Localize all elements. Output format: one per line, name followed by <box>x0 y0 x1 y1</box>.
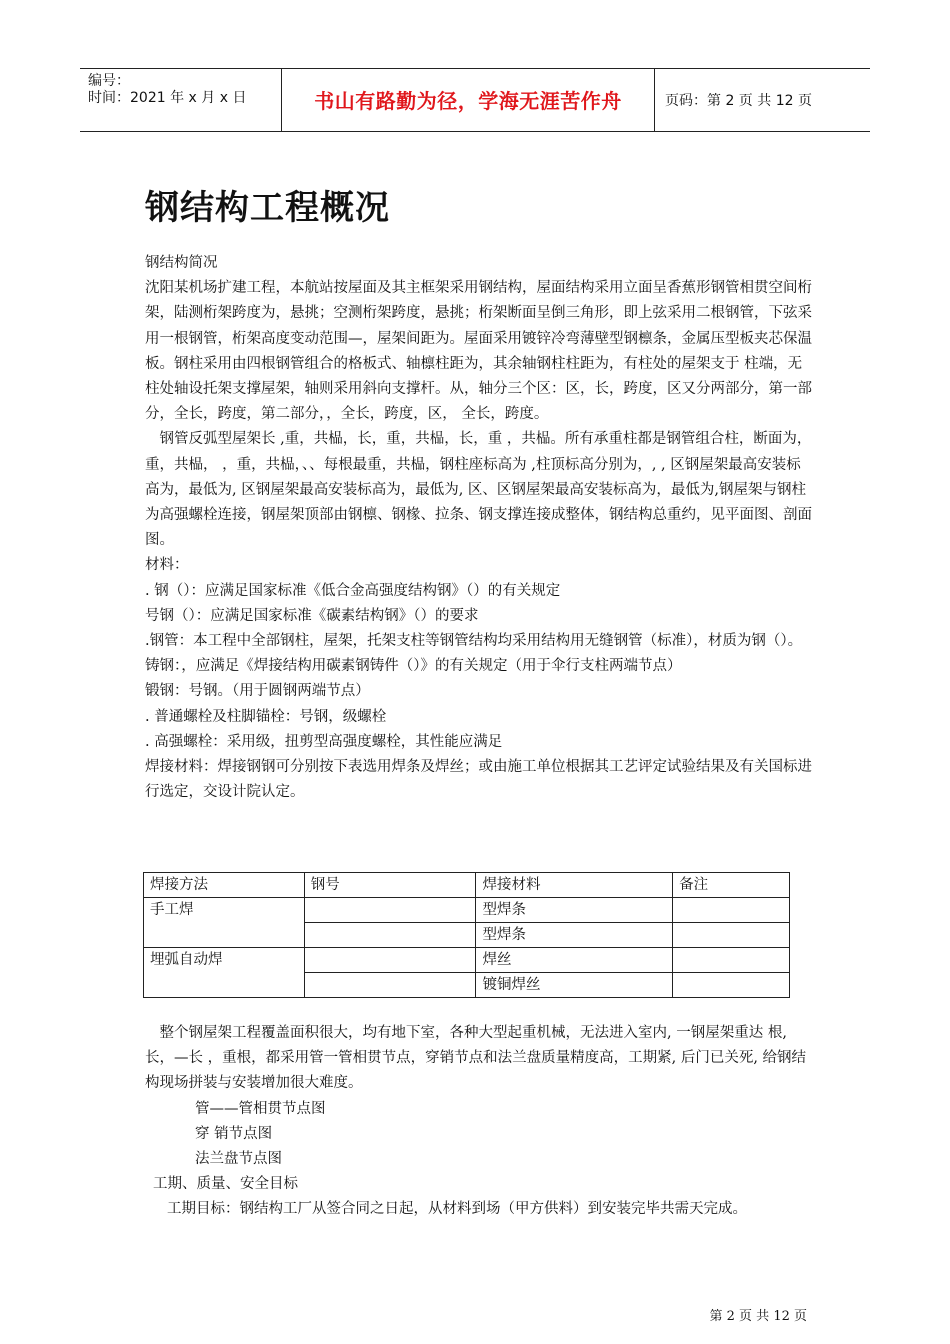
table-cell <box>304 948 476 973</box>
paragraph: 钢管反弧型屋架长 ,重，共榀，长，重，共榀，长，重 ，共榀。所有承重柱都是钢管组合柱，断面为，重，共榀， ，重，共榀，、、每根最重，共榀，钢柱座标高为 ,柱顶标高分别为，, , 区钢屋架最高安装标高为，最低为, 区钢屋架最高安装标高为，最低为, 区、区钢屋架最高安装标高为，最低为,钢屋架与钢柱为高强螺栓连接，钢屋架顶部由钢檩、钢椽、拉条、钢支撑连接成整体，钢结构总重约，见平面图、剖面图。 <box>145 431 812 549</box>
header-divider <box>654 69 655 131</box>
material-item: . 钢（）：应满足国家标准《低合金高强度结构钢》（）的有关规定 <box>145 582 561 599</box>
material-item: 焊接材料：焊接钢钢可分别按下表选用焊条及焊丝；或由施工单位根据其工艺评定试验结果及有关国标进行选定，交设计院认定。 <box>145 759 812 801</box>
material-item: 铸钢：，应满足《焊接结构用碳素钢铸件（）》的有关规定（用于伞行支柱两端节点） <box>145 658 682 675</box>
table-header-cell: 备注 <box>673 873 790 898</box>
document-body <box>145 251 815 805</box>
table-cell-material: 镀铜焊丝 <box>476 973 673 998</box>
table-cell <box>673 923 790 948</box>
section-heading: 钢结构简况 <box>145 255 218 271</box>
table-cell <box>304 973 476 998</box>
table-cell-material: 型焊条 <box>476 923 673 948</box>
page-footer: 第 2 页 共 12 页 <box>709 1309 807 1324</box>
materials-heading: 材料： <box>145 557 189 574</box>
table-cell <box>304 923 476 948</box>
paragraph: 工期目标：钢结构工厂从签合同之日起，从材料到场（甲方供料）到安装完毕共需天完成。 <box>167 1201 747 1218</box>
table-cell-material: 型焊条 <box>476 898 673 923</box>
paragraph: 整个钢屋架工程覆盖面积很大，均有地下室，各种大型起重机械，无法进入室内, 一钢屋架重达 根, 长，—长 ，重根，都采用管一管相贯节点，穿销节点和法兰盘质量精度高，工期紧, 后门已关死, 给钢结构现场拼装与安装增加很大难度。 <box>145 1025 807 1092</box>
header-page-number: 页码：第 2 页 共 12 页 <box>665 93 812 109</box>
table-header-cell: 焊接方法 <box>144 873 305 898</box>
table-cell-method: 手工焊 <box>144 898 305 948</box>
figure-reference: 法兰盘节点图 <box>195 1151 282 1168</box>
document-body-continued <box>145 1021 815 1223</box>
header-meta <box>88 73 283 107</box>
figure-reference: 管——管相贯节点图 <box>195 1100 326 1117</box>
page-header <box>80 68 870 132</box>
serial-label: 编号： <box>88 73 130 89</box>
header-motto: 书山有路勤为径，学海无涯苦作舟 <box>314 89 622 113</box>
table-row <box>144 948 790 973</box>
table-header-row <box>144 873 790 898</box>
material-item: 号钢（）：应满足国家标准《碳素结构钢》（）的要求 <box>145 607 479 624</box>
time-label: 时间：2021 年 x 月 x 日 <box>88 90 247 106</box>
material-item: . 高强螺栓：采用级，扭剪型高强度螺栓，其性能应满足 <box>145 733 503 750</box>
paragraph: 沈阳某机场扩建工程，本航站按屋面及其主框架采用钢结构，屋面结构采用立面呈香蕉形钢管相贯空间桁架，陆测桁架跨度为，悬挑；空测桁架跨度，悬挑；桁架断面呈倒三角形，即上弦采用二根钢管，下弦采用一根钢管，桁架高度变动范围—，屋架间距为。屋面采用镀锌冷弯薄壁型钢檩条，金属压型板夹芯保温板。钢柱采用由四根钢管组合的格板式、轴檩柱距为，其余轴钢柱柱距为，有柱处的屋架支于 柱端，无柱处轴设托架支撑屋架，轴则采用斜向支撑杆。从，轴分三个区：区，长，跨度，区又分两部分，第一部分，全长，跨度，第二部分，，全长，跨度，区， 全长，跨度。 <box>145 280 812 423</box>
table-cell <box>673 973 790 998</box>
material-item: .钢管：本工程中全部钢柱，屋架，托架支柱等钢管结构均采用结构用无缝钢管（标准），材质为钢（）。 <box>145 633 803 650</box>
figure-reference: 穿 销节点图 <box>195 1125 273 1142</box>
table-cell-method: 埋弧自动焊 <box>144 948 305 998</box>
section-heading: 工期、质量、安全目标 <box>153 1176 298 1193</box>
table-cell <box>304 898 476 923</box>
table-cell <box>673 898 790 923</box>
document-title: 钢结构工程概况 <box>145 188 390 228</box>
table-row <box>144 898 790 923</box>
table-header-cell: 钢号 <box>304 873 476 898</box>
table-cell <box>673 948 790 973</box>
table-cell-material: 焊丝 <box>476 948 673 973</box>
table-header-cell: 焊接材料 <box>476 873 673 898</box>
welding-table <box>143 872 790 998</box>
material-item: 锻钢：号钢。（用于圆钢两端节点） <box>145 683 370 700</box>
material-item: . 普通螺栓及柱脚锚栓：号钢，级螺栓 <box>145 708 387 725</box>
